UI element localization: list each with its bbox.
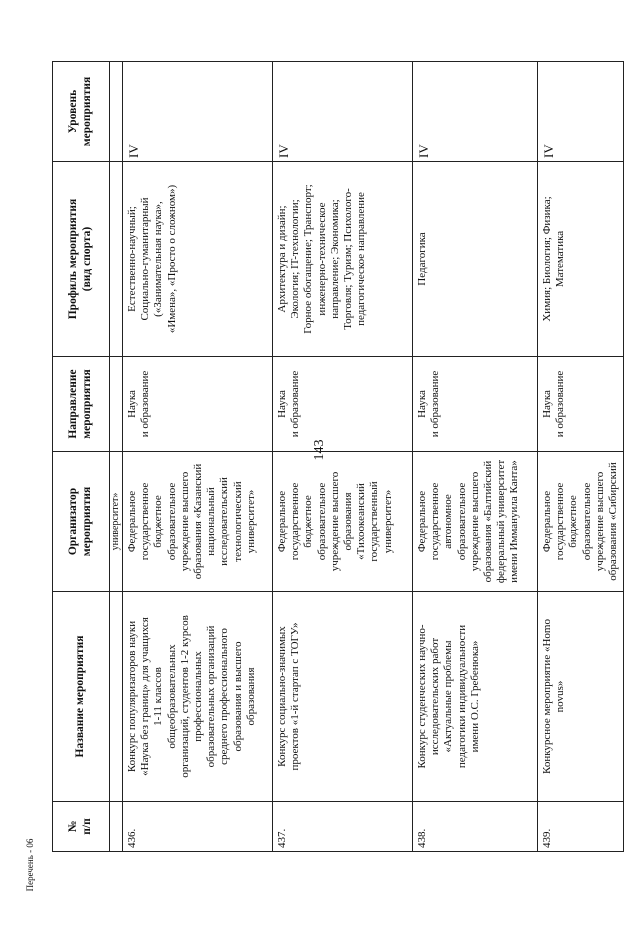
- rotated-document: [52, 62, 619, 852]
- row-name: Конкурс популяризаторов науки «Наука без границ» для учащихся 1-11 классов общеобразовательных организаций, студентов 1-2 курсов профессиональных образовательных организаций среднего профессионального образования и высшего образования: [123, 592, 273, 802]
- row-level: IV: [413, 62, 538, 162]
- cont-organizer: университет»: [110, 452, 123, 592]
- row-name: Конкурсное мероприятие «Homo novus»: [538, 592, 624, 802]
- row-name: Конкурс студенческих научно- исследовательских работ «Актуальные проблемы педагогики индивидуальности имени О.С. Гребенюка»: [413, 592, 538, 802]
- row-organizer: Федеральное государственное бюджетное образовательное учреждение высшего образования «Казанский национальный исследовательский технологический университет»: [123, 452, 273, 592]
- row-level: IV: [273, 62, 413, 162]
- row-organizer: Федеральное государственное бюджетное образовательное учреждение высшего образования «Тихоокеанский государственный университет»: [273, 452, 413, 592]
- header-name: Название мероприятия: [53, 592, 110, 802]
- header-direction: Направление мероприятия: [53, 357, 110, 452]
- table-row: [413, 62, 538, 852]
- footer-note: Перечень - 06: [25, 838, 35, 892]
- row-num: 438.: [413, 802, 538, 852]
- cont-direction: [110, 357, 123, 452]
- continuation-row: [110, 62, 123, 852]
- cont-name: [110, 592, 123, 802]
- cont-num: [110, 802, 123, 852]
- cont-profile: [110, 162, 123, 357]
- row-name: Конкурс социально-значимых проектов «1-й стартап с ТОГУ»: [273, 592, 413, 802]
- table-header-row: [53, 62, 110, 852]
- row-num: 437.: [273, 802, 413, 852]
- row-organizer: Федеральное государственное автономное образовательное учреждение высшего образования «Балтийский федеральный университет имени Иммануила Канта»: [413, 452, 538, 592]
- row-level: IV: [123, 62, 273, 162]
- row-num: 439.: [538, 802, 624, 852]
- row-direction: Наука и образование: [123, 357, 273, 452]
- table-row: [538, 62, 624, 852]
- header-organizer: Организатор мероприятия: [53, 452, 110, 592]
- table-row: [123, 62, 273, 852]
- row-num: 436.: [123, 802, 273, 852]
- row-profile: Педагогика: [413, 162, 538, 357]
- row-level: IV: [538, 62, 624, 162]
- row-direction: Наука и образование: [538, 357, 624, 452]
- header-num: № п/п: [53, 802, 110, 852]
- header-profile: Профиль мероприятия (вид спорта): [53, 162, 110, 357]
- cont-level: [110, 62, 123, 162]
- row-profile: Химия; Биология; Физика; Математика: [538, 162, 624, 357]
- row-organizer: Федеральное государственное бюджетное образовательное учреждение высшего образования «Сибирский: [538, 452, 624, 592]
- row-profile: Архитектура и дизайн; Экология; IT-технологии; Горное обогащение; Транспорт; инженерно-техническое направление; Экономика; Торговля; Туризм; Психолого- педагогическое направление: [273, 162, 413, 357]
- page-number: 143: [312, 439, 327, 461]
- header-level: Уровень мероприятия: [53, 62, 110, 162]
- events-table: [52, 61, 624, 852]
- row-direction: Наука и образование: [273, 357, 413, 452]
- row-direction: Наука и образование: [413, 357, 538, 452]
- table-row: [273, 62, 413, 852]
- row-profile: Естественно-научный; Социально-гуманитарный («Занимательная наука», «Имена», «Просто о сложном»): [123, 162, 273, 357]
